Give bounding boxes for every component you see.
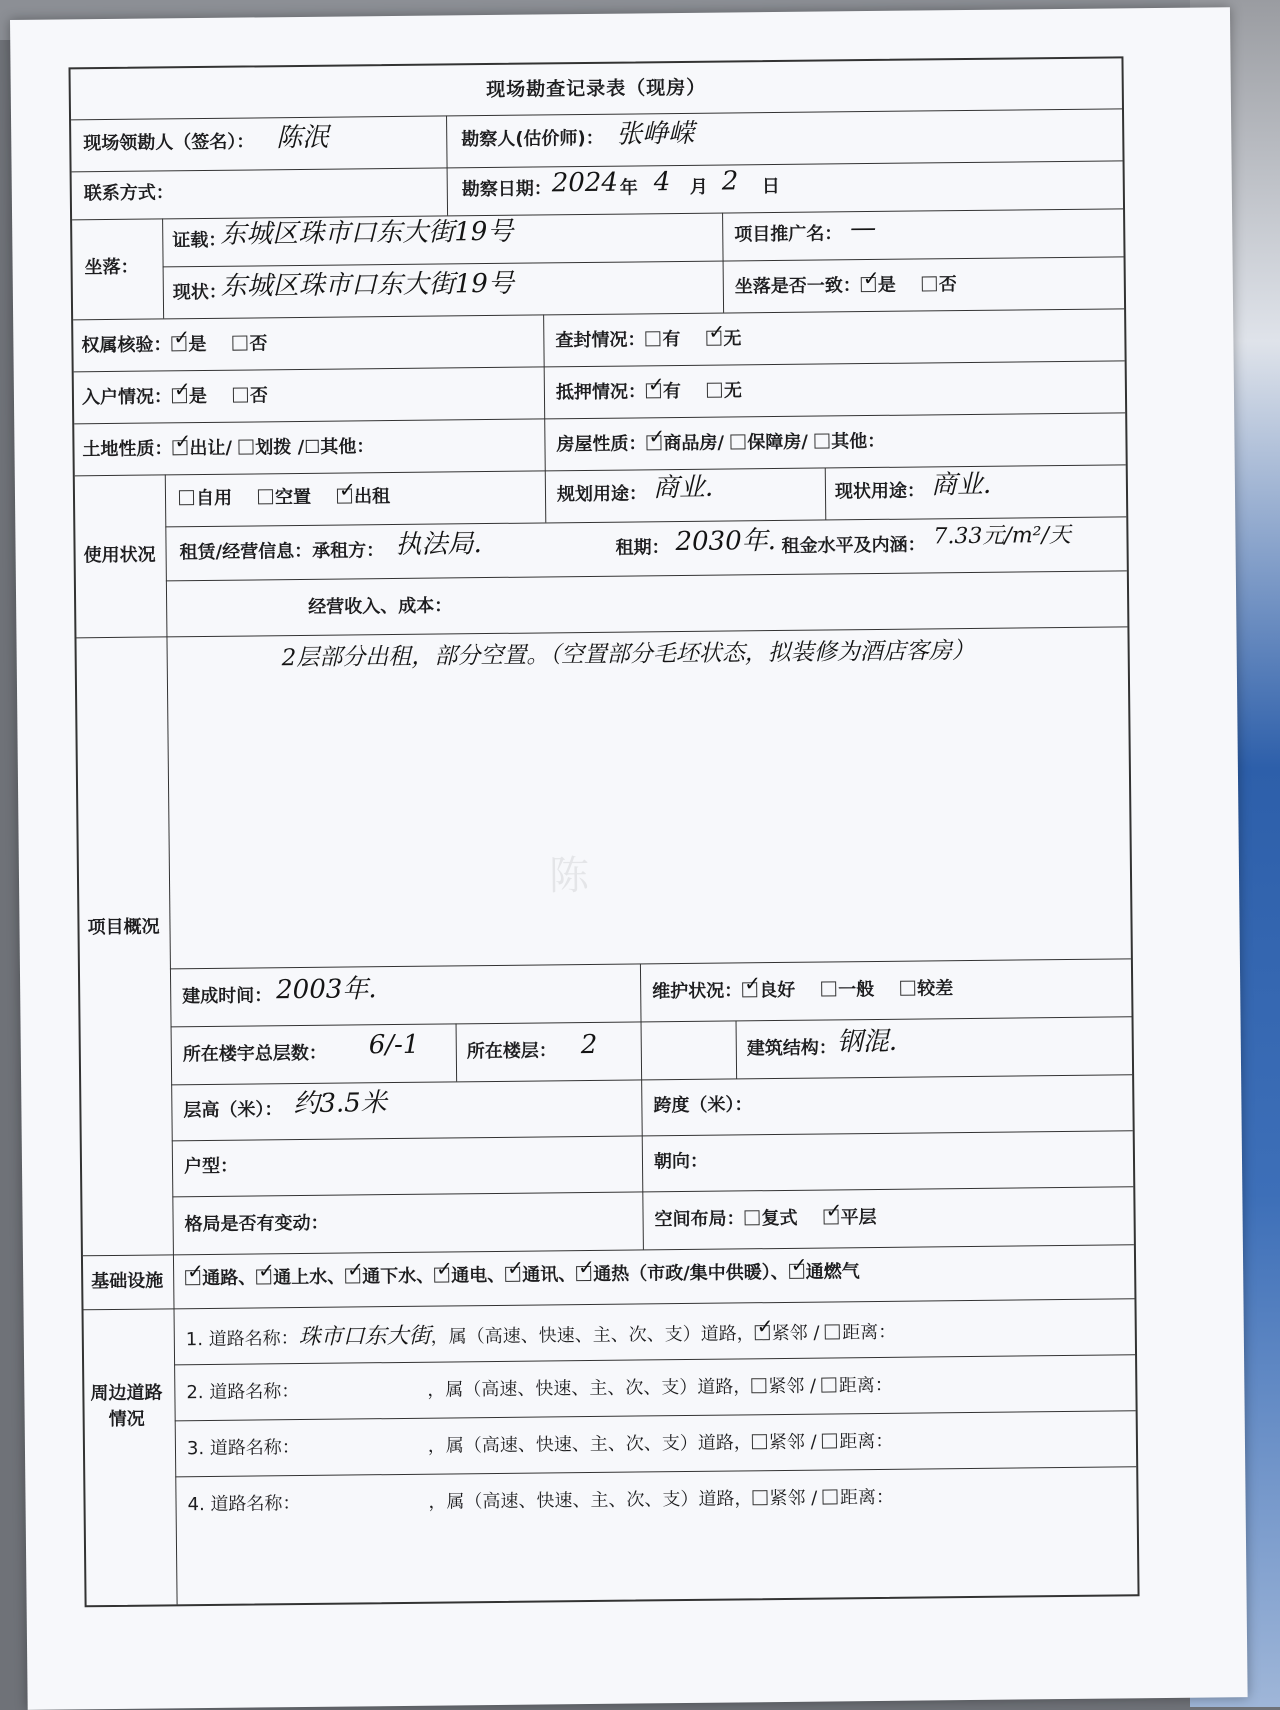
- grid-line: [825, 467, 827, 519]
- roads-label-2: 情况: [108, 1408, 145, 1431]
- entry-label: 入户情况：: [81, 386, 173, 409]
- structure-value: 钢混.: [836, 1026, 898, 1058]
- usage-rent-checkbox[interactable]: [337, 488, 352, 503]
- month-char: 月: [689, 176, 708, 198]
- grid-line: [163, 256, 1124, 267]
- grid-line: [76, 626, 1127, 638]
- infra-heat-checkbox[interactable]: [576, 1266, 591, 1281]
- infra-item-telecom: 通讯、: [522, 1264, 577, 1286]
- ownership-field: [81, 333, 267, 357]
- grid-line: [83, 1244, 1134, 1256]
- land-transfer-label: 出让/: [189, 437, 233, 460]
- structure-label: 建筑结构：: [746, 1037, 837, 1060]
- mortgage-none-label: 无: [723, 380, 743, 402]
- rent-label: 租金水平及内涵：: [781, 534, 926, 557]
- road-3-class: ，属（高速、快速、主、次、支）道路，: [427, 1432, 752, 1457]
- grid-line: [172, 1130, 1133, 1141]
- infra-water-checkbox[interactable]: [256, 1269, 271, 1284]
- infra-item-drain: 通下水、: [362, 1265, 435, 1288]
- grid-line: [162, 218, 164, 318]
- maint-normal-checkbox[interactable]: [821, 981, 836, 996]
- infra-item-gas: 通燃气: [805, 1261, 860, 1283]
- road-row-4: [187, 1487, 894, 1516]
- built-label: 建成时间：: [182, 985, 273, 1008]
- lease-label: 租赁/经营信息：承租方：: [179, 540, 385, 564]
- grid-line: [175, 1466, 1136, 1477]
- grid-line: [640, 963, 644, 1249]
- floors-value: 6/-1: [368, 1029, 420, 1061]
- road-3-adjacent-label: 紧邻 /: [768, 1431, 817, 1454]
- date-month: 4: [653, 167, 671, 198]
- road-row-2: [186, 1375, 893, 1404]
- built-value: 2003年.: [276, 974, 377, 1006]
- layout-field: [654, 1207, 876, 1231]
- road-3-name: [300, 1452, 428, 1453]
- road-4-adjacent-label: 紧邻 /: [769, 1487, 818, 1510]
- overview-note: 2层部分出租，部分空置。（空置部分毛坯状态，拟装修为酒店客房）: [281, 637, 975, 672]
- infra-label: 基础设施: [91, 1270, 164, 1293]
- usage-self-checkbox[interactable]: [179, 490, 194, 505]
- road-4-adjacent-checkbox[interactable]: [752, 1490, 767, 1505]
- grid-line: [73, 308, 1124, 320]
- land-transfer-checkbox[interactable]: [172, 440, 187, 455]
- usage-options: [179, 486, 390, 510]
- seizure-field: [555, 328, 741, 352]
- span-label: 跨度（米）：: [653, 1094, 753, 1117]
- grid-line: [84, 1298, 1135, 1310]
- income-label: 经营收入、成本：: [308, 595, 453, 618]
- land-field: [82, 436, 374, 461]
- road-1-adjacent-checkbox[interactable]: [755, 1325, 770, 1340]
- road-1-name: 珠市口东大街: [298, 1323, 431, 1351]
- mortgage-label: 抵押情况：: [555, 381, 647, 404]
- consistent-label-text: 坐落是否一致：: [734, 275, 861, 298]
- maint-good-checkbox[interactable]: [742, 982, 757, 997]
- seizure-have-label: 有: [662, 328, 681, 351]
- type-label: 户型：: [183, 1155, 239, 1178]
- floor-value: 2: [580, 1029, 598, 1061]
- entry-yes-label: 是: [188, 385, 208, 408]
- roads-label-1: 周边道路: [90, 1382, 163, 1405]
- road-4-class: ，属（高速、快速、主、次、支）道路，: [428, 1488, 753, 1513]
- grid-line: [175, 1410, 1136, 1421]
- house-commercial-label: 商品房/: [663, 432, 725, 455]
- road-3-adjacent-checkbox[interactable]: [752, 1434, 767, 1449]
- consistent-no-checkbox[interactable]: [922, 276, 937, 291]
- usage-vacant-label: 空置: [274, 486, 312, 509]
- leader-signature: 陈泯: [276, 122, 329, 154]
- entry-no-checkbox[interactable]: [233, 388, 248, 403]
- consistent-yes-checkbox[interactable]: [861, 277, 876, 292]
- floors-label: 所在楼宇总层数：: [182, 1042, 327, 1066]
- grid-line: [174, 1354, 1135, 1365]
- survey-form: [68, 56, 1139, 1607]
- house-affordable-label: 保障房/: [747, 431, 809, 454]
- infra-item-power: 通电、: [451, 1264, 506, 1287]
- infra-item-water: 通上水、: [273, 1266, 346, 1289]
- bleed-through-mark: 陈: [548, 852, 590, 900]
- ownership-no-checkbox[interactable]: [232, 336, 247, 351]
- maint-poor-checkbox[interactable]: [900, 981, 915, 996]
- road-4-distance-label: 距离：: [839, 1486, 895, 1509]
- floor-label: 所在楼层：: [466, 1040, 557, 1063]
- seizure-label: 查封情况：: [555, 329, 646, 352]
- layout-flat-label: 平层: [840, 1206, 877, 1229]
- infra-telecom-checkbox[interactable]: [505, 1267, 520, 1282]
- overview-label: 项目概况: [87, 916, 160, 939]
- house-other-label: 其他：: [831, 430, 886, 453]
- house-field: [556, 431, 885, 456]
- current-use-label: 现状用途：: [834, 480, 926, 503]
- usage-vacant-checkbox[interactable]: [258, 489, 273, 504]
- road-4-distance-checkbox[interactable]: [823, 1489, 838, 1504]
- grid-line: [74, 412, 1125, 424]
- road-2-name: [299, 1396, 427, 1397]
- ownership-yes-label: 是: [188, 333, 207, 356]
- seizure-none-checkbox[interactable]: [706, 331, 721, 346]
- height-label: 层高（米）：: [183, 1099, 283, 1122]
- grid-line: [71, 108, 1122, 120]
- usage-rent-label: 出租: [353, 486, 391, 508]
- road-3-distance-label: 距离：: [839, 1430, 894, 1453]
- grid-line: [446, 115, 448, 215]
- land-allocate-label: 划拨: [255, 437, 292, 459]
- date-label: 勘察日期：: [461, 178, 552, 201]
- mortgage-have-checkbox[interactable]: [646, 383, 661, 398]
- surveyor-label: 勘察人(估价师)：: [461, 127, 604, 151]
- road-2-adjacent-label: 紧邻 /: [768, 1375, 817, 1398]
- mortgage-none-checkbox[interactable]: [707, 383, 722, 398]
- road-1-adjacent-label: 紧邻 /: [771, 1322, 820, 1345]
- road-row-1: [186, 1319, 897, 1353]
- land-allocate-checkbox[interactable]: [238, 439, 253, 454]
- road-2-prefix: 2. 道路名称：: [186, 1381, 300, 1404]
- grid-line: [172, 1186, 1133, 1197]
- grid-line: [456, 1023, 458, 1081]
- house-other-checkbox[interactable]: [814, 433, 829, 448]
- layout-flat-checkbox[interactable]: [824, 1209, 839, 1224]
- road-2-class: ，属（高速、快速、主、次、支）道路，: [427, 1376, 752, 1401]
- infra-drain-checkbox[interactable]: [345, 1268, 360, 1283]
- lease-tenant: 执法局.: [395, 529, 482, 560]
- infra-gas-checkbox[interactable]: [789, 1264, 804, 1279]
- current-use-value: 商业.: [930, 469, 992, 501]
- cert-label: 证载：: [172, 229, 227, 252]
- layout-label: 空间布局：: [654, 1208, 745, 1231]
- maint-poor-label: 较差: [917, 978, 954, 1000]
- infra-power-checkbox[interactable]: [434, 1267, 449, 1282]
- infra-items: [185, 1261, 860, 1290]
- date-year: 2024: [551, 167, 619, 199]
- mortgage-field: [556, 380, 742, 404]
- maint-good-label: 良好: [759, 979, 796, 1002]
- cert-address: 东城区珠市口东大街19号: [220, 216, 514, 250]
- rent-value: 7.33元/m²/天: [933, 522, 1072, 550]
- contact-label: 联系方式：: [83, 182, 174, 205]
- change-label: 格局是否有变动：: [184, 1212, 329, 1236]
- maintenance-label: 维护状况：: [652, 980, 743, 1003]
- infra-item-heat: 通热（市政/集中供暖）、: [593, 1261, 789, 1285]
- consistent-label: [735, 274, 957, 298]
- consistent-no-label: 否: [938, 274, 957, 296]
- maintenance-field: [652, 978, 953, 1003]
- road-1-distance-label: 距离：: [842, 1321, 897, 1344]
- layout-duplex-label: 复式: [761, 1207, 798, 1230]
- leader-label: 现场领勘人（签名）：: [83, 131, 255, 155]
- road-4-name: [301, 1508, 429, 1509]
- seizure-none-label: 无: [723, 328, 742, 350]
- grid-line: [171, 1016, 1132, 1027]
- actual-address: 东城区珠市口东大街19号: [220, 268, 515, 302]
- grid-line: [165, 474, 178, 1604]
- ownership-label: 权属核验：: [81, 334, 172, 357]
- infra-item-road: 通路、: [202, 1267, 257, 1290]
- grid-line: [72, 208, 1123, 220]
- ownership-yes-checkbox[interactable]: [171, 336, 186, 351]
- paper-sheet: [10, 7, 1248, 1710]
- location-label: 坐落：: [84, 256, 139, 279]
- seizure-have-checkbox[interactable]: [645, 331, 660, 346]
- grid-line: [166, 570, 1127, 581]
- actual-label: 现状：: [172, 281, 227, 304]
- road-3-distance-checkbox[interactable]: [822, 1433, 837, 1448]
- entry-no-label: 否: [249, 385, 269, 407]
- year-char: 年: [619, 177, 638, 199]
- promo-value: —: [850, 212, 877, 244]
- grid-line: [736, 1020, 738, 1078]
- promo-label: 项目推广名：: [734, 223, 843, 246]
- road-2-distance-checkbox[interactable]: [822, 1377, 837, 1392]
- house-affordable-checkbox[interactable]: [730, 434, 745, 449]
- land-label: 土地性质：: [82, 438, 173, 461]
- entry-field: [82, 385, 268, 409]
- road-1-class: ，属（高速、快速、主、次、支）道路，: [430, 1323, 755, 1348]
- term-value: 2030年.: [675, 526, 777, 558]
- road-1-distance-checkbox[interactable]: [825, 1324, 840, 1339]
- layout-duplex-checkbox[interactable]: [745, 1210, 760, 1225]
- infra-road-checkbox[interactable]: [185, 1270, 200, 1285]
- ownership-no-label: 否: [249, 333, 268, 355]
- height-value: 约3.5米: [293, 1088, 387, 1120]
- consistent-yes-label: 是: [877, 274, 896, 296]
- road-2-distance-label: 距离：: [838, 1374, 893, 1397]
- day-char: 日: [761, 175, 780, 198]
- usage-label: 使用状况: [83, 544, 156, 567]
- grid-line: [74, 360, 1125, 372]
- plan-use-value: 商业.: [652, 472, 714, 504]
- road-row-3: [187, 1431, 894, 1460]
- land-other-label: /☐其他：: [297, 436, 375, 459]
- grid-line: [171, 1074, 1132, 1085]
- orientation-label: 朝向：: [653, 1150, 709, 1173]
- entry-yes-checkbox[interactable]: [172, 388, 187, 403]
- house-commercial-checkbox[interactable]: [646, 435, 661, 450]
- road-3-prefix: 3. 道路名称：: [186, 1437, 300, 1460]
- date-day: 2: [721, 166, 739, 197]
- mortgage-have-label: 有: [662, 380, 682, 403]
- plan-use-label: 规划用途：: [556, 483, 648, 506]
- road-2-adjacent-checkbox[interactable]: [751, 1378, 766, 1393]
- road-4-prefix: 4. 道路名称：: [187, 1493, 301, 1516]
- usage-self-label: 自用: [195, 487, 233, 510]
- form-title: 现场勘查记录表（现房）: [486, 76, 707, 102]
- house-label: 房屋性质：: [556, 433, 647, 456]
- grid-line: [722, 213, 724, 313]
- maint-normal-label: 一般: [838, 979, 875, 1001]
- surveyor-signature: 张峥嵘: [616, 118, 695, 150]
- term-label: 租期：: [615, 537, 670, 559]
- road-1-prefix: 1. 道路名称：: [185, 1328, 299, 1351]
